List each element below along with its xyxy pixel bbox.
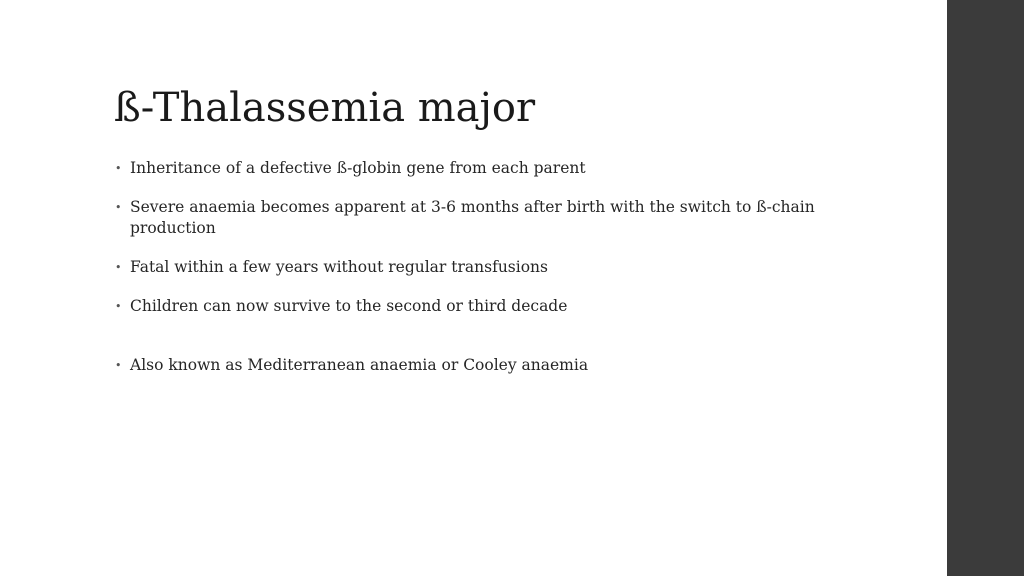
bullet-item [114, 197, 824, 239]
bullet-item [114, 158, 824, 179]
bullet-text: Severe anaemia becomes apparent at 3-6 months after birth with the switch to ß-chain production [130, 198, 815, 237]
bullet-icon: • [115, 201, 122, 214]
bullet-item [114, 257, 824, 278]
bullet-icon: • [115, 359, 122, 372]
bullet-icon: • [115, 162, 122, 175]
slide-title: ß-Thalassemia major [114, 85, 536, 131]
bullet-icon: • [115, 261, 122, 274]
bullet-item [114, 355, 824, 376]
bullet-text: Also known as Mediterranean anaemia or Cooley anaemia [130, 356, 589, 374]
bullet-icon: • [115, 300, 122, 313]
bullet-item [114, 296, 824, 317]
bullet-text: Fatal within a few years without regular transfusions [130, 258, 548, 276]
bullet-list [114, 158, 824, 394]
bullet-text: Inheritance of a defective ß-globin gene from each parent [130, 159, 586, 177]
side-accent-bar [947, 0, 1024, 576]
bullet-text: Children can now survive to the second or third decade [130, 297, 568, 315]
